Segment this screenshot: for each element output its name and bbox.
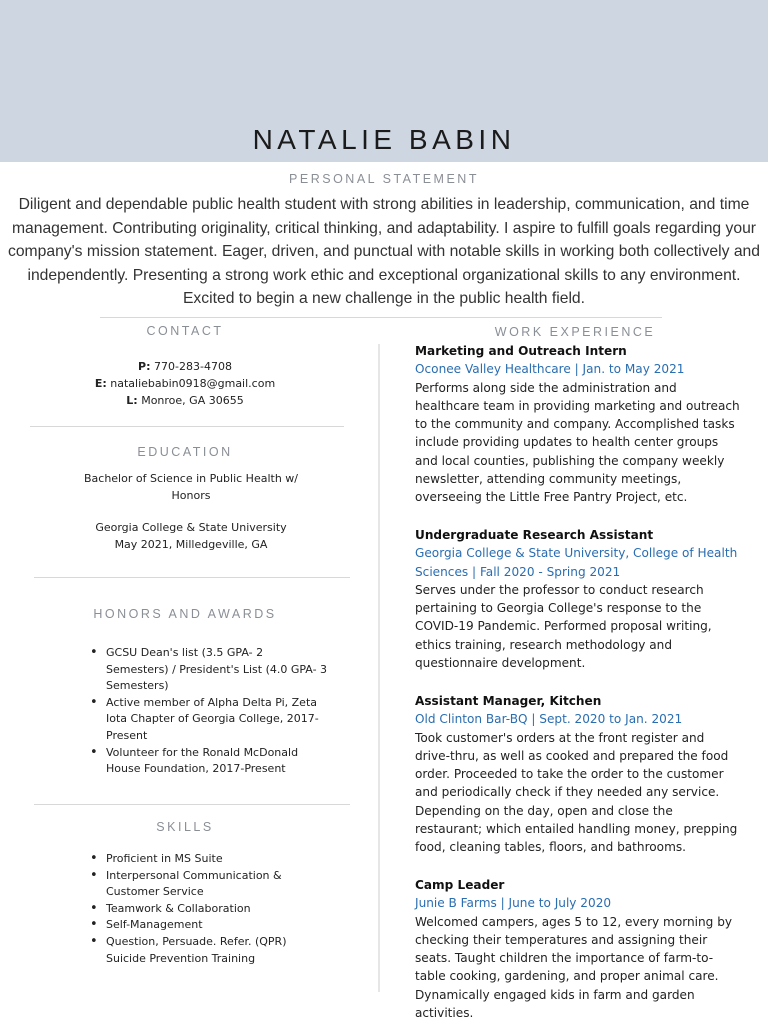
education-degree: Bachelor of Science in Public Health w/ Honors bbox=[83, 472, 298, 502]
work-experience-heading: WORK EXPERIENCE bbox=[494, 325, 656, 339]
job-entry bbox=[415, 526, 740, 672]
personal-statement-text: Diligent and dependable public health student with strong abilities in leadership, communication, and time management. Contributing originality, critical thinking, and adaptability. I aspire to fulfill goals regarding your company's mission statement. Eager, driven, and punctual with notable skills in working both collectively and independently. Presenting a strong work ethic and exceptional organizational skills to any environment. Excited to begin a new challenge in the public health field. bbox=[7, 196, 761, 308]
statement-divider bbox=[100, 317, 662, 318]
contact-email bbox=[30, 376, 340, 393]
job-entry bbox=[415, 876, 740, 1022]
job-entry bbox=[415, 692, 740, 857]
location-label: L: bbox=[126, 393, 138, 407]
email-label: E: bbox=[94, 376, 107, 390]
contact-location bbox=[30, 393, 340, 410]
job-organization: Junie B Farms | June to July 2020 bbox=[415, 896, 612, 911]
location-value: Monroe, GA 30655 bbox=[141, 393, 244, 407]
list-item: • Question, Persuade. Refer. (QPR) Suicide Prevention Training bbox=[88, 934, 298, 967]
column-divider bbox=[378, 344, 380, 992]
job-title: Assistant Manager, Kitchen bbox=[415, 694, 602, 708]
job-description: Welcomed campers, ages 5 to 12, every morning by checking their temperatures and assigning their seats. Taught children the importance of farm-to-table cooking, gardening, and proper animal care. Dynamically engaged kids in farm and garden activities. bbox=[415, 914, 733, 1021]
list-item: • Interpersonal Communication & Customer Service bbox=[88, 868, 298, 901]
list-item: • Proficient in MS Suite bbox=[88, 851, 298, 868]
contact-divider bbox=[30, 426, 344, 427]
list-item: • Self-Management bbox=[88, 917, 298, 934]
skills-heading: SKILLS bbox=[156, 820, 214, 834]
education-heading: EDUCATION bbox=[137, 445, 233, 459]
job-organization: Oconee Valley Healthcare | Jan. to May 2021 bbox=[415, 362, 685, 377]
phone-label: P: bbox=[138, 360, 151, 373]
list-item: • Volunteer for the Ronald McDonald House Foundation, 2017-Present bbox=[88, 745, 328, 778]
education-divider bbox=[34, 577, 350, 578]
list-item: • Teamwork & Collaboration bbox=[88, 901, 298, 918]
contact-phone bbox=[30, 359, 340, 376]
personal-statement-heading: PERSONAL STATEMENT bbox=[289, 172, 479, 186]
honors-heading: HONORS AND AWARDS bbox=[93, 607, 277, 621]
contact-block bbox=[30, 359, 340, 409]
education-school: Georgia College & State University bbox=[95, 521, 287, 535]
job-organization: Georgia College & State University, College of Health Sciences | Fall 2020 - Spring 2021 bbox=[415, 546, 738, 579]
job-organization: Old Clinton Bar-BQ | Sept. 2020 to Jan. 2021 bbox=[415, 712, 683, 727]
job-description: Took customer's orders at the front register and drive-thru, as well as cooked and prepared the food order. Proceeded to take the order to the customer and periodically check if they needed any service. Depending on the day, open and close the restaurant; which entailed handling money, prepping food, cleaning tables, floors, and bathrooms. bbox=[415, 730, 738, 855]
email-value: nataliebabin0918@gmail.com bbox=[110, 376, 276, 390]
job-entry bbox=[415, 342, 740, 507]
job-title: Camp Leader bbox=[415, 878, 505, 892]
phone-value: 770-283-4708 bbox=[154, 360, 232, 373]
education-date-place: May 2021, Milledgeville, GA bbox=[114, 537, 268, 551]
job-title: Undergraduate Research Assistant bbox=[415, 528, 654, 542]
list-item: • Active member of Alpha Delta Pi, Zeta Iota Chapter of Georgia College, 2017-Present bbox=[88, 695, 328, 745]
contact-heading: CONTACT bbox=[146, 324, 224, 338]
job-title: Marketing and Outreach Intern bbox=[415, 344, 627, 358]
list-item: • GCSU Dean's list (3.5 GPA- 2 Semesters) / President's List (4.0 GPA- 3 Semesters) bbox=[88, 645, 328, 695]
candidate-name: NATALIE BABIN bbox=[252, 124, 516, 155]
skills-list bbox=[88, 851, 298, 967]
honors-list bbox=[88, 645, 328, 778]
job-description: Performs along side the administration and healthcare team in providing marketing and outreach to the community and company. Accomplished tasks include providing updates to health center groups and local counties, publishing the company weekly newsletter, attending community meetings, overseeing the Little Free Pantry Project, etc. bbox=[415, 380, 740, 505]
job-description: Serves under the professor to conduct research pertaining to Georgia College's response to the COVID-19 Pandemic. Performed proposal writing, ethics training, research methodology and questionnaire development. bbox=[415, 582, 712, 671]
honors-divider bbox=[34, 804, 350, 805]
education-block bbox=[30, 471, 352, 553]
